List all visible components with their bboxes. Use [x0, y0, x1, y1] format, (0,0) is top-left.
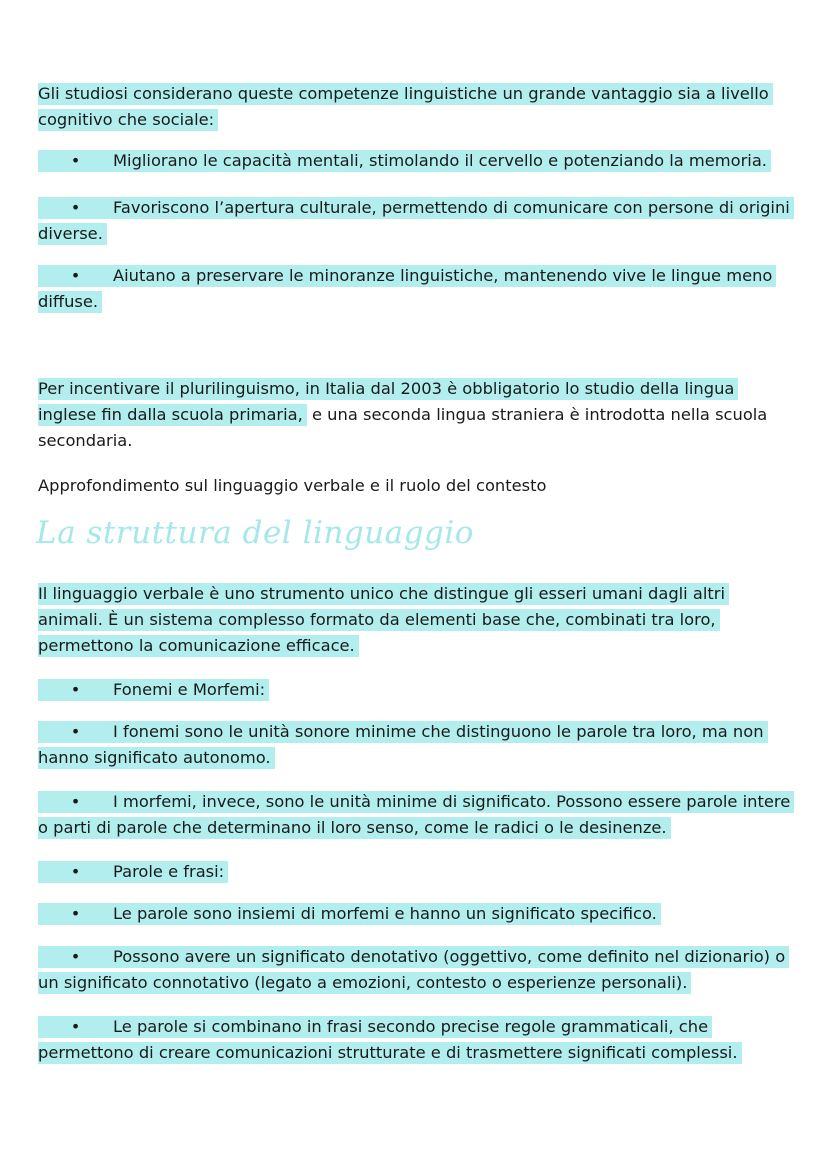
bullet-icon: •: [70, 266, 81, 285]
approfondimento-line: Approfondimento sul linguaggio verbale e il ruolo del contesto: [38, 476, 547, 495]
bullet-icon: •: [70, 722, 81, 741]
intro-bullet-2: • Favoriscono l’apertura culturale, permettendo di comunicare con persone di origini diverse.: [38, 195, 793, 247]
linguaggio-bullet-6: • Possono avere un significato denotativo (oggettivo, come definito nel dizionario) o un significato connotativo (legato a emozioni, contesto o esperienze personali).: [38, 944, 793, 996]
bullet-icon: •: [70, 151, 81, 170]
plurilinguismo-paragraph: Per incentivare il plurilinguismo, in Italia dal 2003 è obbligatorio lo studio della lingua inglese fin dalla scuola primaria, e una seconda lingua straniera è introdotta nella scuola secondaria.: [38, 379, 768, 450]
bullet-icon: •: [70, 198, 81, 217]
bullet-icon: •: [70, 862, 81, 881]
bullet-icon: •: [70, 680, 81, 699]
bullet-icon: •: [70, 792, 81, 811]
section-title: La struttura del linguaggio: [36, 515, 474, 551]
linguaggio-bullet-7: • Le parole si combinano in frasi secondo precise regole grammaticali, che permettono di creare comunicazioni strutturate e di trasmettere significati complessi.: [38, 1014, 793, 1066]
intro-bullet-3: • Aiutano a preservare le minoranze linguistiche, mantenendo vive le lingue meno diffuse.: [38, 263, 793, 315]
intro-paragraph: Gli studiosi considerano queste competenze linguistiche un grande vantaggio sia a livello cognitivo che sociale:: [38, 81, 793, 133]
linguaggio-bullet-4: • Parole e frasi:: [38, 859, 793, 885]
bullet-icon: •: [70, 1017, 81, 1036]
bullet-icon: •: [70, 947, 81, 966]
linguaggio-bullet-2: • I fonemi sono le unità sonore minime che distinguono le parole tra loro, ma non hanno significato autonomo.: [38, 719, 793, 771]
bullet-icon: •: [70, 904, 81, 923]
linguaggio-bullet-5: • Le parole sono insiemi di morfemi e hanno un significato specifico.: [38, 901, 793, 927]
linguaggio-bullet-1: • Fonemi e Morfemi:: [38, 677, 793, 703]
linguaggio-paragraph: Il linguaggio verbale è uno strumento unico che distingue gli esseri umani dagli altri animali. È un sistema complesso formato da elementi base che, combinati tra loro, permettono la comunicazione efficace.: [38, 581, 793, 659]
intro-bullet-1: • Migliorano le capacità mentali, stimolando il cervello e potenziando la memoria.: [38, 148, 793, 174]
linguaggio-bullet-3: • I morfemi, invece, sono le unità minime di significato. Possono essere parole intere o parti di parole che determinano il loro senso, come le radici o le desinenze.: [38, 789, 793, 841]
